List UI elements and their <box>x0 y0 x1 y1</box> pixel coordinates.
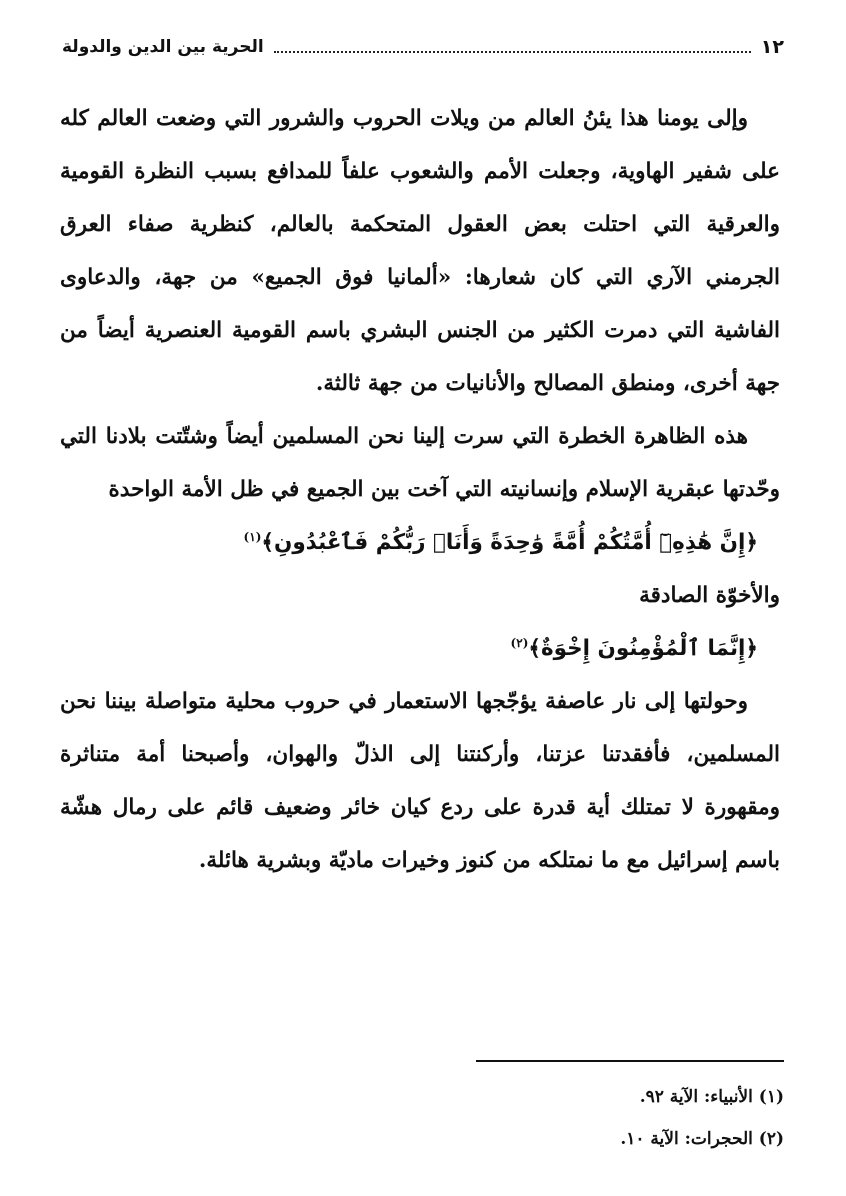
quran-verse-2 <box>60 622 780 675</box>
footnote-1: (١) الأنبياء: الآية ٩٢. <box>639 1087 784 1107</box>
running-header <box>62 30 784 64</box>
footnotes <box>620 1076 784 1160</box>
dotted-leader <box>274 41 751 53</box>
quran-verse-1 <box>60 516 780 569</box>
paragraph-2: هذه الظاهرة الخطرة التي سرت إلينا نحن المسلمين أيضاً وشتّتت بلادنا التي وحّدتها عبقرية الإسلام وإنسانيته التي آخت بين الجميع في ظل الأمة الواحدة <box>60 424 780 502</box>
page-number: ١٢ <box>760 36 784 58</box>
book-title: الحرية بين الدين والدولة <box>62 37 264 57</box>
footnote-divider <box>476 1060 784 1062</box>
footnote-ref-2: (٢) <box>510 635 529 650</box>
verse-2-text: ﴿إِنَّمَا ٱلْمُؤْمِنُونَ إِخْوَةٌ﴾ <box>528 636 758 661</box>
main-text <box>60 92 780 887</box>
verse-1-text: ﴿إِنَّ هَٰذِهِۦٓ أُمَّتُكُمْ أُمَّةً وَٰحِدَةً وَأَنَا۠ رَبُّكُمْ فَٱعْبُدُونِ﴾ <box>261 530 758 555</box>
footnote-ref-1: (١) <box>243 529 262 544</box>
brotherhood-line: والأخوّة الصادقة <box>639 583 780 608</box>
footnote-2: (٢) الحجرات: الآية ١٠. <box>620 1129 784 1149</box>
paragraph-3: وحولتها إلى نار عاصفة يؤجّجها الاستعمار في حروب محلية متواصلة بيننا نحن المسلمين، فأفقدتنا عزتنا، وأركنتنا إلى الذلّ والهوان، وأصبحنا أمة متناثرة ومقهورة لا تمتلك أية قدرة على ردع كيان خائر وضعيف قائم على رمال هشّة باسم إسرائيل مع ما نمتلكه من كنوز وخيرات ماديّة وبشرية هائلة. <box>60 689 780 873</box>
paragraph-1: وإلى يومنا هذا يئنُ العالم من ويلات الحروب والشرور التي وضعت العالم كله على شفير الهاوية، وجعلت الأمم والشعوب علفاً للمدافع بسبب النظرة القومية والعرقية التي احتلت بعض العقول المتحكمة بالعالم، كنظرية صفاء العرق الجرمني الآري التي كان شعارها: «ألمانيا فوق الجميع» من جهة، والدعاوى الفاشية التي دمرت الكثير من الجنس البشري باسم القومية العنصرية أيضاً من جهة أخرى، ومنطق المصالح والأنانيات من جهة ثالثة. <box>60 106 780 396</box>
